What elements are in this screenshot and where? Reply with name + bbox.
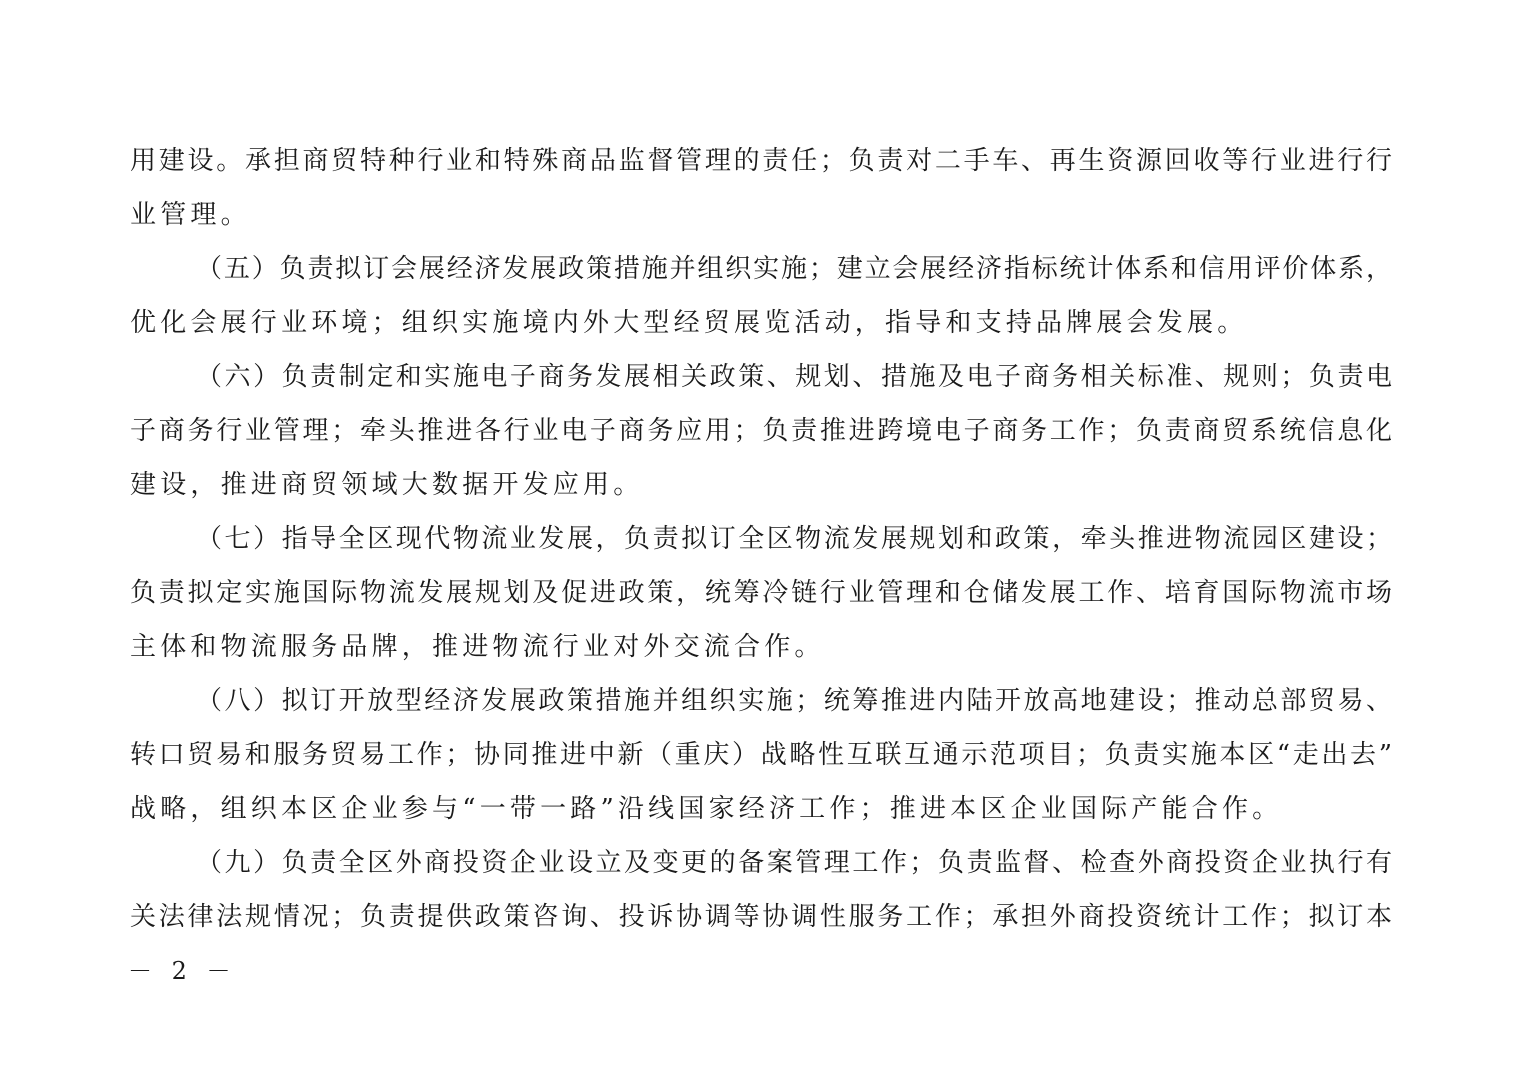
paragraph-six-line: （六）负责制定和实施电子商务发展相关政策、规划、措施及电子商务相关标准、规则；负责电: [196, 362, 1392, 392]
body-line: 战略，组织本区企业参与“一带一路”沿线国家经济工作；推进本区企业国际产能合作。: [130, 794, 1283, 824]
body-line: 优化会展行业环境；组织实施境内外大型经贸展览活动，指导和支持品牌展会发展。: [130, 308, 1248, 338]
body-line: 子商务行业管理；牵头推进各行业电子商务应用；负责推进跨境电子商务工作；负责商贸系统信息化: [130, 416, 1392, 446]
paragraph-eight-line: （八）拟订开放型经济发展政策措施并组织实施；统筹推进内陆开放高地建设；推动总部贸易、: [196, 686, 1392, 716]
body-line: 关法律法规情况；负责提供政策咨询、投诉协调等协调性服务工作；承担外商投资统计工作；拟订本: [130, 902, 1392, 932]
body-line: 用建设。承担商贸特种行业和特殊商品监督管理的责任；负责对二手车、再生资源回收等行业进行行: [130, 146, 1392, 176]
paragraph-nine-line: （九）负责全区外商投资企业设立及变更的备案管理工作；负责监督、检查外商投资企业执行有: [196, 848, 1392, 878]
paragraph-seven-line: （七）指导全区现代物流业发展，负责拟订全区物流发展规划和政策，牵头推进物流园区建设；: [196, 524, 1392, 554]
paragraph-five-line: （五）负责拟订会展经济发展政策措施并组织实施；建立会展经济指标统计体系和信用评价体系，: [196, 254, 1392, 284]
body-line: 转口贸易和服务贸易工作；协同推进中新（重庆）战略性互联互通示范项目；负责实施本区“走出去”: [130, 740, 1392, 770]
body-line: 业管理。: [130, 200, 251, 230]
body-line: 负责拟定实施国际物流发展规划及促进政策，统筹冷链行业管理和仓储发展工作、培育国际物流市场: [130, 578, 1392, 608]
page-number: － 2 －: [128, 957, 237, 985]
body-line: 建设，推进商贸领域大数据开发应用。: [130, 470, 644, 500]
body-line: 主体和物流服务品牌，推进物流行业对外交流合作。: [130, 632, 825, 662]
